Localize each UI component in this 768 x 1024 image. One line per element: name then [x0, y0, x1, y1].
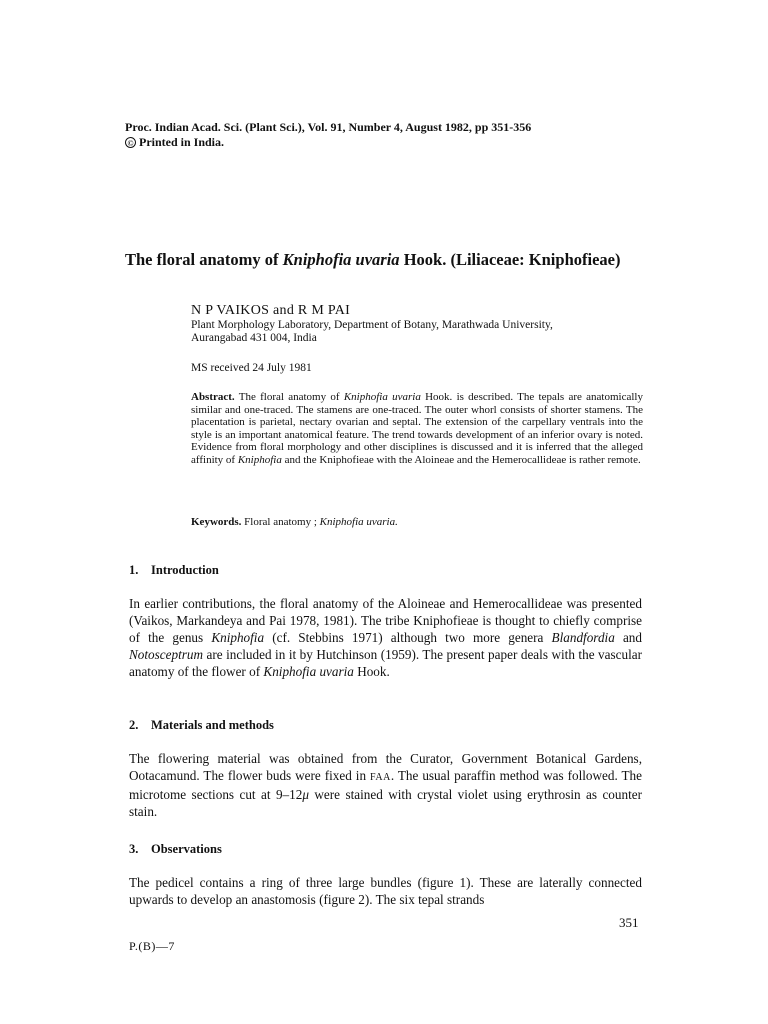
abstract-label: Abstract.	[191, 391, 235, 403]
intro-genus: Kniphofia	[211, 630, 265, 645]
abstract	[191, 391, 643, 467]
intro-text-2: (cf. Stebbins 1971) although two more genera	[264, 630, 552, 645]
introduction-paragraph	[129, 595, 642, 680]
intro-text-1: In earlier contributions, the floral anatomy of the Aloineae and Hemerocallideae was presented (Vaikos, Markandeya and Pai 1978, 1981). The tribe Kniphofieae is thought to chiefly comprise of the genus	[129, 596, 642, 645]
ms-received: MS received 24 July 1981	[191, 362, 312, 374]
intro-genus-2: Blandfordia	[551, 630, 615, 645]
affiliation-line-2: Aurangabad 431 004, India	[191, 332, 317, 344]
affiliation	[191, 319, 651, 345]
abstract-text-2: Hook. is described. The tepals are anatomically similar and one-traced. The stamens are one-traced. The outer whorl consists of shorter stamens. The placentation is parietal, nectary ovarian and septal. The extension of the carpellary ventrals into the style is an important anatomical feature. The trend towards development of an inferior ovary is noted. Evidence from floral morphology and other disciplines is discussed and it is inferred that the alleged affinity of	[191, 391, 643, 466]
intro-text-3: and	[614, 630, 642, 645]
abstract-text-3: and the Kniphofieae with the Aloineae and the Hemerocallideae is rather remote.	[281, 453, 641, 466]
abstract-species: Kniphofia uvaria	[343, 391, 421, 403]
methods-text-2: . The usual paraffin method was followed. The microtome sections cut at 9–12	[129, 768, 642, 802]
printed-in-india: Printed in India.	[139, 135, 225, 149]
section-title: Introduction	[151, 563, 219, 577]
section-heading-observations	[129, 842, 222, 857]
methods-faa: FAA	[370, 772, 391, 783]
copyright-icon: ©	[125, 137, 136, 148]
observations-paragraph: The pedicel contains a ring of three large bundles (figure 1). These are laterally connected upwards to develop an anastomosis (figure 2). The six tepal strands	[129, 875, 642, 907]
section-number: 1.	[129, 563, 139, 577]
section-heading-materials	[129, 718, 274, 733]
section-number: 3.	[129, 842, 139, 856]
journal-citation: Proc. Indian Acad. Sci. (Plant Sci.), Vol. 91, Number 4, August 1982, pp 351-356	[125, 120, 532, 134]
section-title: Observations	[151, 842, 222, 856]
methods-mu: μ	[302, 787, 309, 802]
paper-title	[125, 250, 725, 270]
authors: N P VAIKOS and R M PAI	[191, 303, 351, 318]
intro-genus-3: Notosceptrum	[129, 647, 203, 662]
title-prefix: The floral anatomy of	[125, 250, 283, 269]
abstract-genus: Kniphofia	[237, 453, 282, 466]
methods-text-3: were stained with crystal violet using erythrosin as counter stain.	[129, 787, 643, 819]
printed-line	[125, 135, 531, 150]
intro-species: Kniphofia uvaria	[263, 664, 354, 679]
title-species: Kniphofia uvaria	[282, 250, 400, 269]
keywords-species: Kniphofia uvaria.	[319, 516, 398, 528]
footer-code: P.(B)—7	[129, 939, 175, 953]
section-title: Materials and methods	[151, 718, 274, 732]
title-suffix: Hook. (Liliaceae: Kniphofieae)	[399, 250, 621, 269]
journal-header	[125, 120, 531, 150]
page-number: 351	[619, 915, 639, 930]
methods-paragraph	[129, 750, 642, 820]
abstract-text-1: The floral anatomy of	[234, 391, 344, 403]
intro-text-4: are included in it by Hutchinson (1959). The present paper deals with the vascular anatomy of the flower of	[129, 647, 642, 679]
intro-text-5: Hook.	[353, 664, 390, 679]
affiliation-line-1: Plant Morphology Laboratory, Department of Botany, Marathwada University,	[191, 319, 553, 331]
methods-text-1: The flowering material was obtained from the Curator, Government Botanical Gardens, Ootacamund. The flower buds were fixed in	[129, 751, 642, 783]
keywords-label: Keywords.	[191, 516, 242, 528]
keywords	[191, 516, 398, 528]
keywords-text: Floral anatomy ;	[241, 516, 320, 528]
section-number: 2.	[129, 718, 139, 732]
section-heading-introduction	[129, 563, 219, 578]
